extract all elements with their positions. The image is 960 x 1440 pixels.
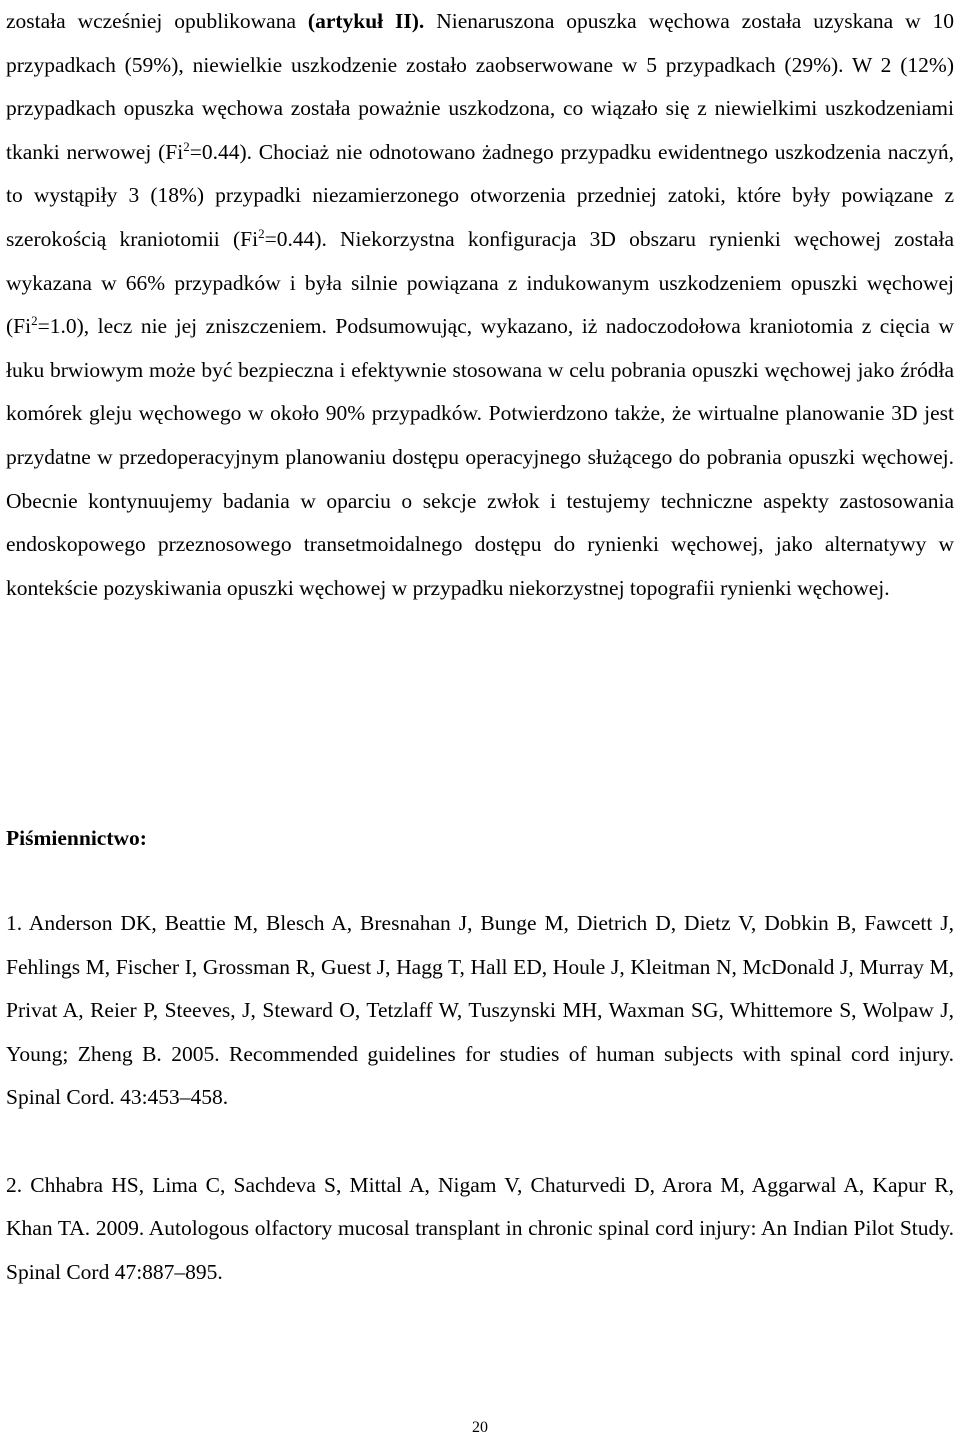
text-segment: Nienaruszona opuszka węchowa została uzyskana w 10 przypadkach (59%), niewielkie uszkodzenie zostało zaobserwowane w 5 przypadkach (29%). W 2 (12%) przypadkach opuszka węchowa została poważnie uszkodzona, co wiązało się z niewielkimi uszkodzeniami tkanki nerwowej (Fi [6,9,955,164]
article-reference-bold: (artykuł II). [307,9,425,33]
text-segment: =0.44). Chociaż nie odnotowano żadnego przypadku ewidentnego uszkodzenia naczyń, to wystąpiły 3 (18%) przypadki niezamierzonego otworzenia przedniej zatoki, które były powiązane z szerokością kraniotomii (Fi [6,139,954,251]
references-heading: Piśmiennictwo: [6,826,147,850]
reference-item: 2. Chhabra HS, Lima C, Sachdeva S, Mittal A, Nigam V, Chaturvedi D, Arora M, Aggarwal A, Kapur R, Khan TA. 2009. Autologous olfactory mucosal transplant in chronic spinal cord injury: An Indian Pilot Study. Spinal Cord 47:887–895. [6,1172,954,1284]
text-segment: została wcześniej opublikowana [6,9,308,33]
page-number: 20 [472,1419,488,1436]
body-paragraph [6,0,954,610]
superscript: 2 [31,313,38,329]
superscript: 2 [183,138,190,154]
page-body [6,0,954,610]
reference-item: 1. Anderson DK, Beattie M, Blesch A, Bresnahan J, Bunge M, Dietrich D, Dietz V, Dobkin B, Fawcett J, Fehlings M, Fischer I, Grossman R, Guest J, Hagg T, Hall ED, Houle J, Kleitman N, McDonald J, Murray M, Privat A, Reier P, Steeves, J, Steward O, Tetzlaff W, Tuszynski MH, Waxman SG, Whittemore S, Wolpaw J, Young; Zheng B. 2005. Recommended guidelines for studies of human subjects with spinal cord injury. Spinal Cord. 43:453–458. [6,911,954,1110]
superscript: 2 [258,225,265,241]
text-segment: =0.44). Niekorzystna konfiguracja 3D obszaru rynienki węchowej została wykazana w 66% przypadków i była silnie powiązana z indukowanym uszkodzeniem opuszki węchowej (Fi [6,226,954,339]
text-segment: =1.0), lecz nie jej zniszczeniem. Podsumowując, wykazano, iż nadoczodołowa kraniotomia z cięcia w łuku brwiowym może być bezpieczna i efektywnie stosowana w celu pobrania opuszki węchowej jako źródła komórek gleju węchowego w około 90% przypadków. Potwierdzono także, że wirtualne planowanie 3D jest przydatne w przedoperacyjnym planowaniu dostępu operacyjnego służącego do pobrania opuszki węchowej. Obecnie kontynuujemy badania w oparciu o sekcje zwłok i testujemy techniczne aspekty zastosowania endoskopowego przeznosowego transetmoidalnego dostępu do rynienki węchowej, jako alternatywy w kontekście pozyskiwania opuszki węchowej w przypadku niekorzystnej topografii rynienki węchowej. [6,314,954,600]
references-list [6,902,954,1294]
